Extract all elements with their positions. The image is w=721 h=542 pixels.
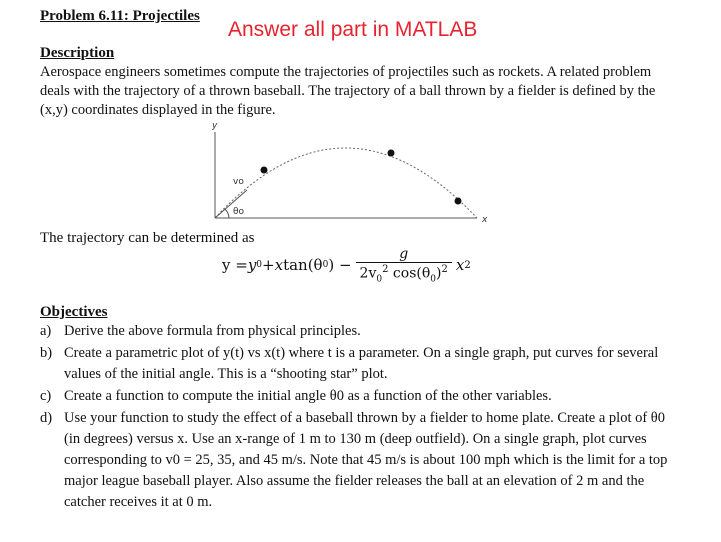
- eq-den-sup2: 2: [441, 264, 448, 275]
- eq-numerator: g: [399, 246, 409, 262]
- eq-y0-sub: 0: [256, 260, 263, 271]
- trajectory-intro: The trajectory can be determined as: [40, 230, 255, 246]
- objective-label: a): [40, 323, 52, 339]
- eq-tan: tan(θ: [283, 256, 323, 275]
- eq-den-c: ): [436, 265, 442, 282]
- objective-item: [40, 386, 680, 407]
- trajectory-curve: [215, 148, 477, 218]
- v0-label: vo: [233, 177, 244, 187]
- objective-label: c): [40, 388, 52, 404]
- eq-close: ) −: [328, 256, 352, 275]
- theta0-label: θo: [233, 207, 245, 217]
- description-text: Aerospace engineers sometimes compute the trajectories of projectiles such as rockets. A related problem deals with the trajectory of a thrown baseball. The trajectory of a ball thrown by a fielder is defined by the (x,y) coordinates displayed in the figure.: [40, 64, 656, 118]
- objective-item: [40, 321, 680, 342]
- eq-x: x: [274, 256, 284, 275]
- y-axis-label: y: [212, 121, 218, 131]
- x-axis-label: x: [482, 215, 488, 225]
- eq-plus: +: [262, 256, 275, 275]
- eq-den-a: 2v: [359, 265, 377, 282]
- matlab-banner: Answer all part in MATLAB: [228, 18, 478, 41]
- objective-label: b): [40, 345, 53, 361]
- objective-item: [40, 343, 680, 385]
- eq-fraction: [356, 246, 452, 284]
- eq-lhs: y =: [222, 256, 248, 275]
- eq-den-b: cos(θ: [388, 265, 431, 282]
- trajectory-figure: [195, 118, 505, 228]
- eq-den-sub2: 0: [430, 274, 436, 285]
- eq-den-sub: 0: [376, 274, 383, 285]
- objective-text: Create a parametric plot of y(t) vs x(t) where t is a parameter. On a single graph, put curves for several values of the initial angle. This is a “shooting star” plot.: [64, 345, 659, 382]
- angle-arc: [225, 209, 229, 218]
- problem-title: Problem 6.11: Projectiles: [40, 8, 200, 24]
- eq-y0: y: [247, 256, 257, 275]
- objectives-list: [40, 321, 680, 514]
- description-heading: Description: [40, 45, 115, 61]
- objective-text: Use your function to study the effect of a baseball thrown by a fielder to home plate. Create a plot of θ0 (in degrees) versus x. Use an x-range of 1 m to 130 m (deep outfield). On a single graph, plot curves corresponding to v0 = 25, 35, and 45 m/s. Note that 45 m/s is about 100 mph which is the limit for a top major league baseball player. Also assume the fielder releases the ball at an elevation of 2 m and the catcher receives it at 0 m.: [64, 410, 668, 510]
- eq-denominator: [356, 262, 452, 284]
- objective-text: Derive the above formula from physical principles.: [64, 323, 361, 339]
- eq-tan-sub: 0: [322, 260, 329, 271]
- objectives-heading: Objectives: [40, 304, 108, 320]
- ball-point: [455, 198, 462, 205]
- eq-den-sup: 2: [382, 264, 389, 275]
- objective-text: Create a function to compute the initial angle θ0 as a function of the other variables.: [64, 388, 552, 404]
- ball-point: [388, 150, 395, 157]
- eq-tail-x: x: [455, 256, 465, 275]
- trajectory-equation: [222, 246, 471, 284]
- objective-item: [40, 408, 680, 513]
- objective-label: d): [40, 410, 53, 426]
- eq-tail-sup: 2: [464, 259, 471, 271]
- ball-point: [261, 167, 268, 174]
